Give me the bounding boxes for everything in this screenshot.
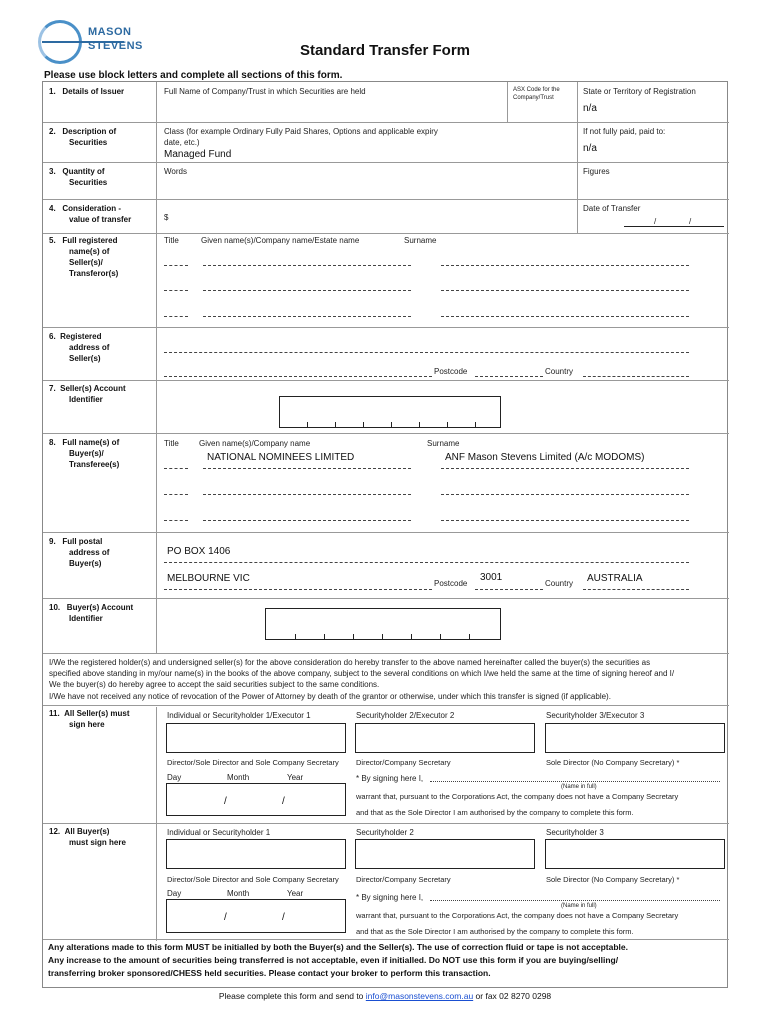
section-8-label-3: Transferee(s) bbox=[69, 460, 120, 469]
section-6-label-3: Seller(s) bbox=[69, 354, 101, 363]
buyer-country-label: Country bbox=[545, 579, 574, 588]
label-column-divider-3 bbox=[156, 823, 157, 941]
seller-sig-2-label: Securityholder 2/Executor 2 bbox=[356, 711, 455, 720]
buyer-dir-label-1: Director/Sole Director and Sole Company Secretary bbox=[167, 875, 339, 884]
buyer-address-line-2[interactable]: MELBOURNE VIC bbox=[167, 573, 250, 584]
seller-given-2[interactable] bbox=[203, 290, 411, 291]
section-6-label-1: 6. Registered bbox=[49, 332, 102, 341]
seller-account-identifier-box[interactable] bbox=[279, 396, 501, 428]
section-5-label-1: 5. Full registered bbox=[49, 236, 118, 245]
buyer-sig-2-label: Securityholder 2 bbox=[356, 828, 414, 837]
buyer-date-box[interactable] bbox=[166, 899, 346, 933]
section-9-label-1: 9. Full postal bbox=[49, 537, 103, 546]
date-of-transfer-field[interactable] bbox=[624, 226, 724, 227]
section-5-label-2: name(s) of bbox=[69, 247, 110, 256]
section-7-label-1: 7. Seller(s) Account bbox=[49, 384, 126, 393]
seller-country-label: Country bbox=[545, 367, 574, 376]
seller-postcode-label: Postcode bbox=[434, 367, 468, 376]
seller-address-line-2[interactable] bbox=[164, 376, 432, 377]
figures-label: Figures bbox=[583, 167, 610, 176]
buyer-surname-value[interactable]: ANF Mason Stevens Limited (A/c MODOMS) bbox=[445, 452, 645, 463]
transfer-form: 1. Details of Issuer Full Name of Company/Trust in which Securities are held ASX Code for the Company/Trust State or Territory of Registration n/a 2. Description of Securities Class (for example Ordinary Fully Paid Shares, Options and applicable expiry date, etc.) Managed Fund If not fully paid, paid to: n/a 3. Quantity of Securities Words Figures 4. Consideration - value of transfer $ Date of Transfer / / 5. Full registered name(s) of Seller(s)/ Transferor(s) Title Given name(s)/Company name/Estate name Surname 6. Registered address of Seller(s) Postcode Country 7. Seller(s) Account Identifier 8. Full name(s) of Buyer(s)/ Transferee(s) Title Given name(s)/Company name Surname NATIONAL NOMINEES LIMITED ANF Mason Stevens Limited (A/c MODOMS) 9. Full postal address of Buyer(s) PO BOX 1406 MELBOURNE VIC Postcode 3001 Country AUSTRALIA 10. Buyer(s) Account Identifier I/We the registered holder(s) and undersigned seller(s) for the above consideration do hereby transfer to the above named hereinafter called the buyer(s) the securities as specified above standing in my/our name(s) in the books of the above company, subject to the several conditions on which I/we held the same at the time of signing hereof and I/ We the buyer(s) do hereby agree to accept the said securities subject to the same conditions. I/We have not received any notice of revocation of the Power of Attorney by death of the grantor or otherwise, under which this transfer is signed (if applicable). 11. All Seller(s) must sign here Individual or Securityholder 1/Executor 1 Securityholder 2/Executor 2 Securityholder 3/Executor 3 Director/Sole Director and Sole Company Secretary Director/Company Secretary Sole Director (No Company Secretary) * Day Month Year / / * By signing here I, (Name in full) warrant that, pursuant to the Corporations Act, the company does not have a Company Secretary and that as the Sole Director I am authorised by the company to complete this form. 12. All Buyer(s) must sign here Individual or Securityholder 1 Securityholder 2 Securityholder 3 Director/Sole Director and Sole Company Secretary Director/Company Secretary Sole Director (No Company Secretary) * Day Month Year / / * By signing here I, (Name in full) warrant that, pursuant to the Corporations Act, the company does not have a Company Secretary and that as the Sole Director I am authorised by the company to complete this form. bbox=[42, 81, 728, 988]
seller-signature-3-box[interactable] bbox=[545, 723, 725, 753]
footer bbox=[0, 991, 770, 1001]
footer-suffix: or fax 02 8270 0298 bbox=[475, 991, 552, 1001]
form-title: Standard Transfer Form bbox=[299, 42, 471, 59]
buyer-year-label: Year bbox=[287, 889, 304, 898]
section-11-label-1: 11. All Seller(s) must bbox=[49, 709, 130, 718]
dollar-sign: $ bbox=[164, 213, 169, 222]
section-10-label-1: 10. Buyer(s) Account bbox=[49, 603, 134, 612]
section-4-label-2: value of transfer bbox=[69, 215, 132, 224]
buyer-warrant-1: warrant that, pursuant to the Corporations Act, the company does not have a Company Secretary bbox=[356, 911, 679, 920]
section-4-label-1: 4. Consideration - bbox=[49, 204, 122, 213]
class-label-2: date, etc.) bbox=[164, 138, 200, 147]
buyer-sole-director-name[interactable] bbox=[430, 900, 720, 901]
notice-line-3: transferring broker sponsored/CHESS held securities. Please contact your broker to perform this transaction. bbox=[48, 968, 491, 978]
paid-to-value[interactable]: n/a bbox=[583, 143, 597, 154]
state-registration-label: State or Territory of Registration bbox=[583, 87, 696, 96]
buyer-surname-label: Surname bbox=[427, 439, 460, 448]
seller-address-line-1[interactable] bbox=[164, 352, 689, 353]
section-12-label-1: 12. All Buyer(s) bbox=[49, 827, 110, 836]
buyer-dir-label-3: Sole Director (No Company Secretary) * bbox=[546, 875, 680, 884]
label-column-divider-2 bbox=[156, 707, 157, 823]
buyer-day-label: Day bbox=[167, 889, 182, 898]
section-10-label-2: Identifier bbox=[69, 614, 103, 623]
state-registration-value[interactable]: n/a bbox=[583, 103, 597, 114]
declaration-line-4: I/We have not received any notice of revocation of the Power of Attorney by death of the grantor or otherwise, under which this transfer is signed (if applicable). bbox=[49, 692, 611, 701]
seller-country-field[interactable] bbox=[583, 376, 689, 377]
buyer-given-2[interactable] bbox=[203, 494, 411, 495]
footer-email-link[interactable]: info@masonstevens.com.au bbox=[365, 991, 474, 1001]
seller-postcode-field[interactable] bbox=[475, 376, 543, 377]
seller-sig-1-label: Individual or Securityholder 1/Executor 1 bbox=[167, 711, 311, 720]
seller-month-label: Month bbox=[227, 773, 250, 782]
buyer-postcode-label: Postcode bbox=[434, 579, 468, 588]
buyer-title-label: Title bbox=[164, 439, 179, 448]
seller-year-label: Year bbox=[287, 773, 304, 782]
seller-signature-2-box[interactable] bbox=[355, 723, 535, 753]
seller-given-name-label: Given name(s)/Company name/Estate name bbox=[201, 236, 360, 245]
seller-surname-label: Surname bbox=[404, 236, 437, 245]
footer-prefix: Please complete this form and send to bbox=[218, 991, 364, 1001]
paid-to-label: If not fully paid, paid to: bbox=[583, 127, 666, 136]
seller-signature-1-box[interactable] bbox=[166, 723, 346, 753]
section-1-label: 1. Details of Issuer bbox=[49, 87, 125, 96]
class-value[interactable]: Managed Fund bbox=[164, 149, 232, 160]
seller-title-1[interactable] bbox=[164, 265, 188, 266]
buyer-sign-by-label: * By signing here I, bbox=[356, 893, 424, 902]
notice-line-1: Any alterations made to this form MUST be initialled by both the Buyer(s) and the Seller(s). The use of correction fluid or tape is not acceptable. bbox=[48, 942, 628, 952]
buyer-title-1[interactable] bbox=[164, 468, 188, 469]
seller-given-3[interactable] bbox=[203, 316, 411, 317]
seller-dir-label-2: Director/Company Secretary bbox=[356, 758, 451, 767]
seller-sig-3-label: Securityholder 3/Executor 3 bbox=[546, 711, 645, 720]
section-7-label-2: Identifier bbox=[69, 395, 103, 404]
buyer-surname-3[interactable] bbox=[441, 520, 689, 521]
section-5-label-3: Seller(s)/ bbox=[69, 258, 103, 267]
label-column-divider bbox=[156, 82, 157, 653]
buyer-given-name-value[interactable]: NATIONAL NOMINEES LIMITED bbox=[207, 452, 355, 463]
section-9-label-2: address of bbox=[69, 548, 110, 557]
issuer-name-label: Full Name of Company/Trust in which Securities are held bbox=[164, 87, 366, 96]
declaration-line-1: I/We the registered holder(s) and undersigned seller(s) for the above consideration do hereby transfer to the above named hereinafter called the buyer(s) the securities as bbox=[49, 658, 651, 667]
seller-title-2[interactable] bbox=[164, 290, 188, 291]
important-notice bbox=[48, 941, 718, 980]
buyer-given-3[interactable] bbox=[203, 520, 411, 521]
buyer-account-identifier-box[interactable] bbox=[265, 608, 501, 640]
section-6-label-2: address of bbox=[69, 343, 110, 352]
logo-text-mason: MASON bbox=[88, 26, 132, 38]
seller-title-3[interactable] bbox=[164, 316, 188, 317]
seller-surname-1[interactable] bbox=[441, 265, 689, 266]
seller-dir-label-3: Sole Director (No Company Secretary) * bbox=[546, 758, 680, 767]
buyer-signature-2-box[interactable] bbox=[355, 839, 535, 869]
buyer-surname-line-1 bbox=[441, 468, 689, 469]
section-11-label-2: sign here bbox=[69, 720, 105, 729]
seller-title-label: Title bbox=[164, 236, 179, 245]
buyer-signature-3-box[interactable] bbox=[545, 839, 725, 869]
seller-day-label: Day bbox=[167, 773, 182, 782]
section-9-label-3: Buyer(s) bbox=[69, 559, 102, 568]
buyer-sig-1-label: Individual or Securityholder 1 bbox=[167, 828, 271, 837]
section-5-label-4: Transferor(s) bbox=[69, 269, 119, 278]
seller-given-1[interactable] bbox=[203, 265, 411, 266]
section-3-label-2: Securities bbox=[69, 178, 108, 187]
seller-surname-3[interactable] bbox=[441, 316, 689, 317]
section-2-label-1: 2. Description of bbox=[49, 127, 117, 136]
section-8-label-2: Buyer(s)/ bbox=[69, 449, 104, 458]
words-label: Words bbox=[164, 167, 187, 176]
section-2-label-2: Securities bbox=[69, 138, 108, 147]
section-3-label-1: 3. Quantity of bbox=[49, 167, 105, 176]
seller-dir-label-1: Director/Sole Director and Sole Company Secretary bbox=[167, 758, 339, 767]
buyer-address-line-1[interactable]: PO BOX 1406 bbox=[167, 546, 231, 557]
buyer-title-2[interactable] bbox=[164, 494, 188, 495]
seller-sign-by-label: * By signing here I, bbox=[356, 774, 424, 783]
date-of-transfer-label: Date of Transfer bbox=[583, 204, 641, 213]
asx-code-label-2: Company/Trust bbox=[513, 95, 554, 101]
declaration-line-3: We the buyer(s) do hereby agree to accept the said securities subject to the same conditions. bbox=[49, 680, 380, 689]
seller-date-box[interactable] bbox=[166, 783, 346, 816]
asx-code-label-1: ASX Code for the bbox=[513, 87, 560, 93]
section-8-label-1: 8. Full name(s) of bbox=[49, 438, 120, 447]
section-12-label-2: must sign here bbox=[69, 838, 126, 847]
buyer-month-label: Month bbox=[227, 889, 250, 898]
buyer-signature-1-box[interactable] bbox=[166, 839, 346, 869]
form-instructions: Please use block letters and complete all sections of this form. bbox=[44, 70, 343, 81]
buyer-given-name-label: Given name(s)/Company name bbox=[199, 439, 311, 448]
logo-text-stevens: STEVENS bbox=[88, 40, 143, 52]
buyer-dir-label-2: Director/Company Secretary bbox=[356, 875, 451, 884]
seller-sole-director-name[interactable] bbox=[430, 781, 720, 782]
buyer-given-line-1 bbox=[203, 468, 411, 469]
class-label-1: Class (for example Ordinary Fully Paid Shares, Options and applicable expiry bbox=[164, 127, 438, 136]
buyer-warrant-2: and that as the Sole Director I am authorised by the company to complete this form. bbox=[356, 927, 634, 936]
seller-surname-2[interactable] bbox=[441, 290, 689, 291]
declaration-line-2: specified above standing in my/our name(s) in the books of the above company, subject to the several conditions on which I/we held the same at the time of signing hereof and I/ bbox=[49, 669, 675, 678]
buyer-postcode-value[interactable]: 3001 bbox=[480, 572, 503, 583]
buyer-country-value[interactable]: AUSTRALIA bbox=[587, 573, 643, 584]
seller-warrant-1: warrant that, pursuant to the Corporations Act, the company does not have a Company Secretary bbox=[356, 792, 679, 801]
buyer-surname-2[interactable] bbox=[441, 494, 689, 495]
buyer-sig-3-label: Securityholder 3 bbox=[546, 828, 604, 837]
seller-warrant-2: and that as the Sole Director I am authorised by the company to complete this form. bbox=[356, 808, 634, 817]
notice-line-2: Any increase to the amount of securities being transferred is not acceptable, even if initialled. Do NOT use this form if you are buying/selling/ bbox=[48, 955, 619, 965]
buyer-title-3[interactable] bbox=[164, 520, 188, 521]
